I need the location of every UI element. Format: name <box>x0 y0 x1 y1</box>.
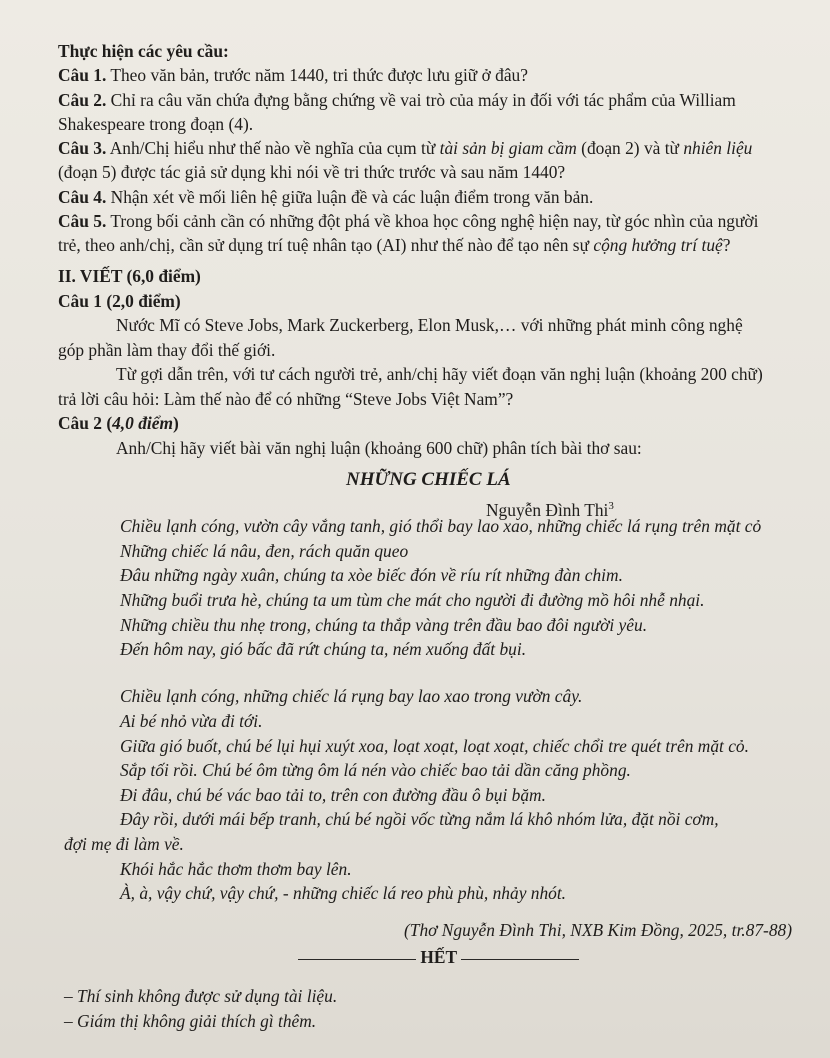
question-3-term-a: tài sản bị giam cầm <box>439 138 577 158</box>
question-5-term: cộng hưởng trí tuệ <box>593 235 723 255</box>
writing-c1-label: Câu 1 (2,0 điểm) <box>58 291 181 311</box>
writing-c2-label-a: Câu 2 ( <box>58 413 113 433</box>
poem-author-footnote: 3 <box>608 500 614 512</box>
question-4-label: Câu 4. <box>58 187 107 207</box>
question-2 <box>58 89 736 111</box>
question-5-line2 <box>58 234 730 256</box>
writing-c2-prompt: Anh/Chị hãy viết bài văn nghị luận (khoảng 600 chữ) phân tích bài thơ sau: <box>116 438 642 458</box>
poem-line: Khói hắc hắc thơm thơm bay lên. <box>120 859 352 879</box>
poem-line: Giữa gió buốt, chú bé lụi hụi xuýt xoa, loạt xoạt, loạt xoạt, chiếc chổi tre quét trên mặt cỏ. <box>120 736 749 756</box>
end-label: HẾT <box>420 947 457 967</box>
question-3-term-b: nhiên liệu <box>683 138 753 158</box>
question-5 <box>58 210 758 232</box>
poem-line: À, à, vậy chứ, vậy chứ, - những chiếc lá reo phù phù, nhảy nhót. <box>120 883 567 903</box>
end-note-1: – Thí sinh không được sử dụng tài liệu. <box>64 986 338 1006</box>
question-3-line2: (đoạn 5) được tác giả sử dụng khi nói về tri thức trước và sau năm 1440? <box>58 162 566 182</box>
question-4 <box>58 186 593 208</box>
writing-c2-label-c: ) <box>172 413 179 433</box>
writing-c2-label <box>58 412 179 434</box>
poem-author-name: Nguyễn Đình Thi <box>486 499 609 520</box>
question-5-text-b: ? <box>722 235 731 255</box>
question-2-line2: Shakespeare trong đoạn (4). <box>58 114 254 134</box>
poem-line: Đến hôm nay, gió bấc đã rứt chúng ta, ném xuống đất bụi. <box>120 639 527 659</box>
writing-c1-p2-line2: trả lời câu hỏi: Làm thế nào để có những “Steve Jobs Việt Nam”? <box>58 389 514 409</box>
poem-source: (Thơ Nguyễn Đình Thi, NXB Kim Đồng, 2025, tr.87-88) <box>404 920 793 940</box>
question-1-label: Câu 1. <box>58 65 107 85</box>
question-4-text: Nhận xét về mối liên hệ giữa luận đề và các luận điểm trong văn bản. <box>106 187 594 207</box>
end-note-2: – Giám thị không giải thích gì thêm. <box>64 1011 317 1031</box>
poem-line: Đâu những ngày xuân, chúng ta xòe biếc đón về ríu rít những đàn chim. <box>120 565 623 585</box>
end-marker <box>298 946 579 968</box>
poem-line: Sắp tối rồi. Chú bé ôm từng ôm lá nén vào chiếc bao tải dần căng phồng. <box>120 760 631 780</box>
question-1 <box>58 64 528 86</box>
poem-line: Đi đâu, chú bé vác bao tải to, trên con đường đầu ô bụi bặm. <box>120 785 546 805</box>
poem-line: đợi mẹ đi làm về. <box>64 834 184 854</box>
poem-line: Đây rồi, dưới mái bếp tranh, chú bé ngồi vốc từng nắm lá khô nhóm lửa, đặt nồi cơm, <box>120 809 719 829</box>
question-3-text-b: (đoạn 2) và từ <box>576 138 684 158</box>
writing-c1-p1-line2: góp phần làm thay đổi thế giới. <box>58 340 276 360</box>
end-rule-left <box>298 959 416 960</box>
question-3 <box>58 137 752 159</box>
poem-line: Chiều lạnh cóng, những chiếc lá rụng bay lao xao trong vườn cây. <box>120 686 583 706</box>
writing-heading: II. VIẾT (6,0 điểm) <box>58 266 201 286</box>
question-3-text-a: Anh/Chị hiểu như thế nào về nghĩa của cụm từ <box>106 138 440 158</box>
requirements-heading: Thực hiện các yêu cầu: <box>58 41 229 61</box>
poem-line: Những chiều thu nhẹ trong, chúng ta thắp vàng trên đầu bao đôi người yêu. <box>120 615 648 635</box>
end-rule-right <box>461 959 579 960</box>
poem-line: Ai bé nhỏ vừa đi tới. <box>120 711 263 731</box>
question-5-text-a: trẻ, theo anh/chị, cần sử dụng trí tuệ nhân tạo (AI) như thế nào để tạo nên sự <box>58 235 594 255</box>
writing-c1-p2-line1: Từ gợi dẫn trên, với tư cách người trẻ, anh/chị hãy viết đoạn văn nghị luận (khoảng 200 chữ) <box>116 364 763 384</box>
question-5-text-line1: Trong bối cảnh cần có những đột phá về khoa học công nghệ hiện nay, từ góc nhìn của người <box>106 211 759 231</box>
question-1-text: Theo văn bản, trước năm 1440, tri thức được lưu giữ ở đâu? <box>106 65 528 85</box>
poem-title: NHỮNG CHIẾC LÁ <box>346 469 511 490</box>
writing-c1-p1-line1: Nước Mĩ có Steve Jobs, Mark Zuckerberg, Elon Musk,… với những phát minh công nghệ <box>116 315 743 335</box>
question-2-text-line1: Chỉ ra câu văn chứa đựng bằng chứng về vai trò của máy in đối với tác phẩm của William <box>106 90 736 110</box>
question-5-label: Câu 5. <box>58 211 107 231</box>
poem-line: Những buổi trưa hè, chúng ta um tùm che mát cho người đi đường mồ hôi nhễ nhại. <box>120 590 705 610</box>
poem-line: Chiều lạnh cóng, vườn cây vắng tanh, gió thổi bay lao xao, những chiếc lá rụng trên mặt cỏ <box>120 516 762 536</box>
question-3-label: Câu 3. <box>58 138 107 158</box>
poem-line: Những chiếc lá nâu, đen, rách quăn queo <box>120 541 409 561</box>
writing-c2-points: 4,0 điểm <box>112 413 173 433</box>
question-2-label: Câu 2. <box>58 90 107 110</box>
